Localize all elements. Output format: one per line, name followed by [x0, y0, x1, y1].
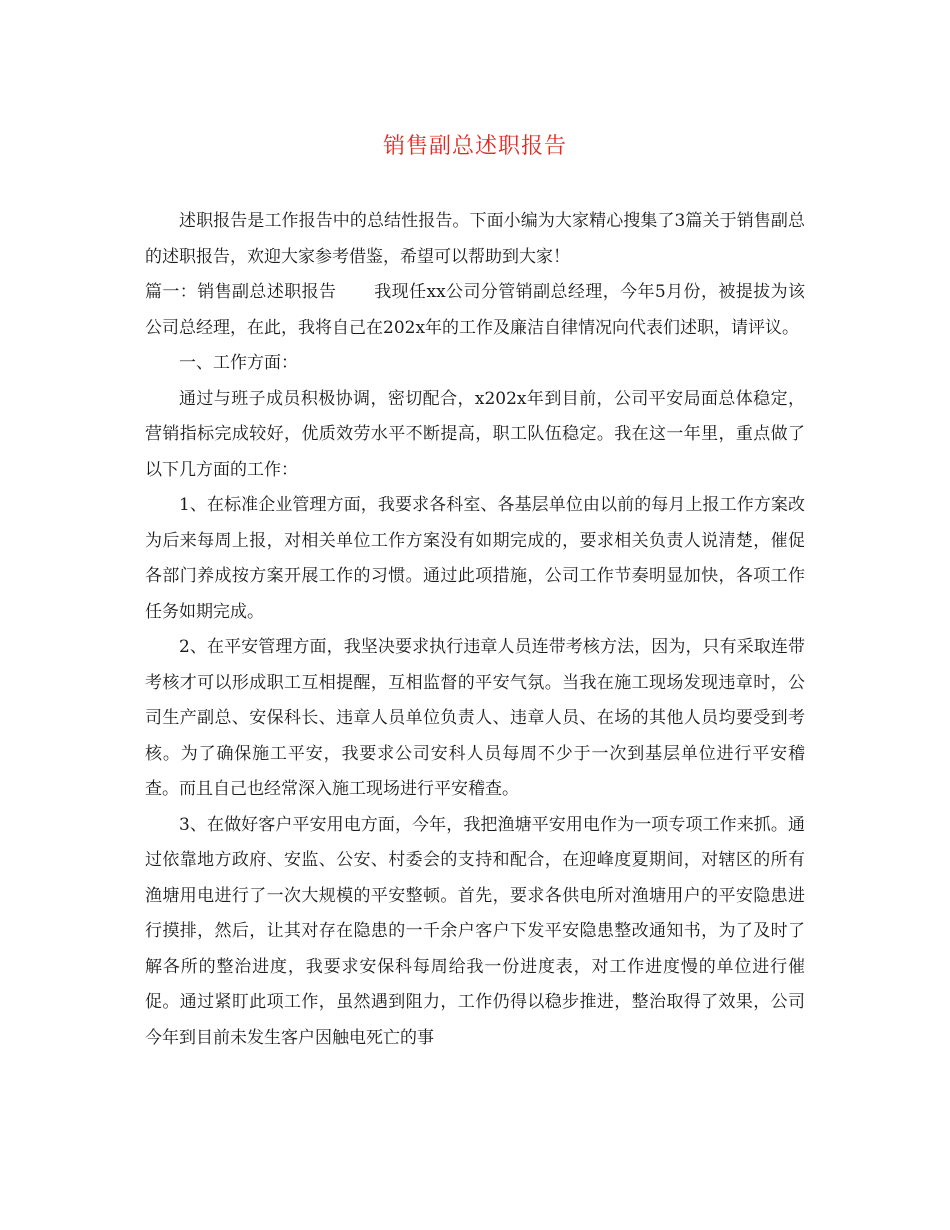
section-heading: 一、工作方面：	[179, 353, 298, 373]
work-item-2: 2、在平安管理方面，我坚决要求执行违章人员连带考核方法，因为，只有采取连带考核才可以形成职工互相提醒，互相监督的平安气氛。当我在施工现场发现违章时，公司生产副总、安保科长、违章人员单位负责人、违章人员、在场的其他人员均要受到考核。为了确保施工平安，我要求公司安科人员每周不少于一次到基层单位进行平安稽查。而且自己也经常深入施工现场进行平安稽查。	[145, 637, 805, 799]
intro-paragraph: 述职报告是工作报告中的总结性报告。下面小编为大家精心搜集了3篇关于销售副总的述职报告，欢迎大家参考借鉴，希望可以帮助到大家！	[145, 211, 805, 267]
section-paragraph	[145, 275, 805, 346]
document-title: 销售副总述职报告	[382, 134, 567, 159]
section-text: 我现任xx公司分管销副总经理，今年5月份，被提拔为该公司总经理，在此，我将自己在202x年的工作及廉洁自律情况向代表们述职，请评议。	[145, 282, 805, 338]
section-label: 篇一：销售副总述职报告	[145, 282, 337, 302]
document-body	[145, 204, 805, 1056]
work-overview-paragraph: 通过与班子成员积极协调，密切配合，x202x年到目前，公司平安局面总体稳定，营销指标完成较好，优质效劳水平不断提高，职工队伍稳定。我在这一年里，重点做了以下几方面的工作：	[145, 388, 805, 480]
work-item-3: 3、在做好客户平安用电方面，今年，我把渔塘平安用电作为一项专项工作来抓。通过依靠地方政府、安监、公安、村委会的支持和配合，在迎峰度夏期间，对辖区的所有渔塘用电进行了一次大规模的平安整顿。首先，要求各供电所对渔塘用户的平安隐患进行摸排，然后，让其对存在隐患的一千余户客户下发平安隐患整改通知书，为了及时了解各所的整治进度，我要求安保科每周给我一份进度表，对工作进度慢的单位进行催促。通过紧盯此项工作，虽然遇到阻力，工作仍得以稳步推进，整治取得了效果，公司今年到目前未发生客户因触电死亡的事	[145, 814, 805, 1048]
work-item-1: 1、在标准企业管理方面，我要求各科室、各基层单位由以前的每月上报工作方案改为后来每周上报，对相关单位工作方案没有如期完成的，要求相关负责人说清楚，催促各部门养成按方案开展工作的习惯。通过此项措施，公司工作节奏明显加快，各项工作任务如期完成。	[145, 495, 805, 622]
